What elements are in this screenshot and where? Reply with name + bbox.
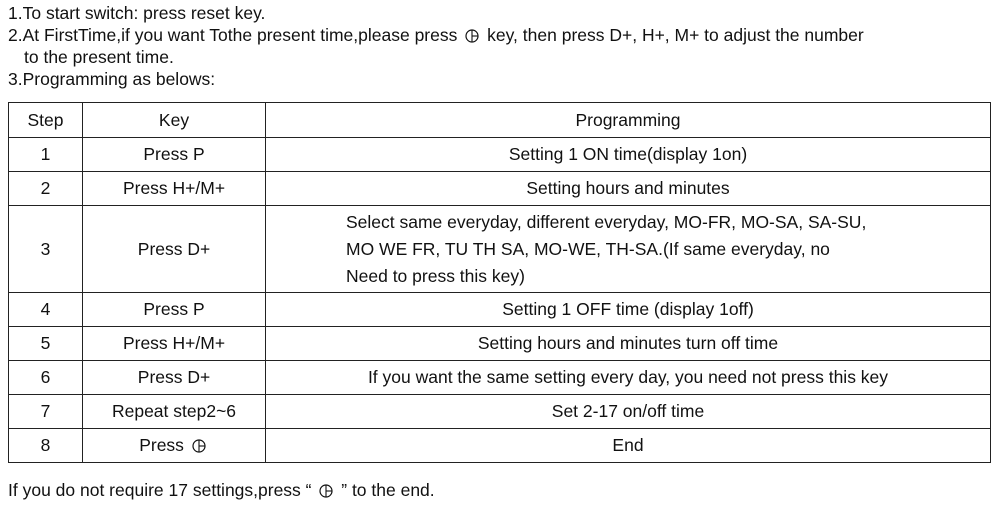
step-cell: 8 (9, 429, 83, 463)
table-header-row (9, 103, 991, 138)
table-row (9, 138, 991, 172)
programming-cell: End (266, 429, 991, 463)
table-row (9, 172, 991, 206)
programming-line: Select same everyday, different everyday, MO-FR, MO-SA, SA-SU, (346, 211, 867, 232)
step-cell: 3 (9, 206, 83, 293)
footer-text-b: ” to the end. (341, 480, 435, 500)
header-programming: Programming (266, 103, 991, 138)
clock-icon (192, 439, 206, 453)
key-cell: Press D+ (83, 206, 266, 293)
step-cell: 4 (9, 293, 83, 327)
step-cell: 1 (9, 138, 83, 172)
table-row (9, 429, 991, 463)
programming-cell: Set 2-17 on/off time (266, 395, 991, 429)
step-cell: 5 (9, 327, 83, 361)
step-cell: 6 (9, 361, 83, 395)
table-row (9, 361, 991, 395)
key-cell: Press P (83, 293, 266, 327)
programming-cell: If you want the same setting every day, you need not press this key (266, 361, 991, 395)
step-cell: 2 (9, 172, 83, 206)
footer-note (8, 480, 435, 501)
clock-icon (319, 484, 333, 498)
clock-icon (465, 29, 479, 43)
instruction-2 (8, 24, 993, 46)
programming-table (8, 102, 991, 463)
instruction-3: 3.Programming as belows: (8, 69, 216, 89)
table-row (9, 395, 991, 429)
table-row (9, 327, 991, 361)
programming-line: MO WE FR, TU TH SA, MO-WE, TH-SA.(If same everyday, no (346, 238, 830, 259)
key-cell (83, 429, 266, 463)
programming-cell: Setting 1 OFF time (display 1off) (266, 293, 991, 327)
table-row (9, 206, 991, 293)
programming-cell: Setting 1 ON time(display 1on) (266, 138, 991, 172)
table-row (9, 293, 991, 327)
programming-cell: Setting hours and minutes turn off time (266, 327, 991, 361)
instruction-2-text-a: 2.At FirstTime,if you want Tothe present time,please press (8, 25, 458, 45)
key-cell: Repeat step2~6 (83, 395, 266, 429)
step-cell: 7 (9, 395, 83, 429)
programming-cell: Setting hours and minutes (266, 172, 991, 206)
key-label: Press (139, 435, 184, 455)
instruction-1: 1.To start switch: press reset key. (8, 3, 266, 23)
programming-line: Need to press this key) (346, 265, 525, 286)
footer-text-a: If you do not require 17 settings,press “ (8, 480, 312, 500)
instruction-2-text-b: key, then press D+, H+, M+ to adjust the number (487, 25, 864, 45)
header-key: Key (83, 103, 266, 138)
key-cell: Press D+ (83, 361, 266, 395)
header-step: Step (9, 103, 83, 138)
key-cell: Press H+/M+ (83, 172, 266, 206)
key-cell: Press P (83, 138, 266, 172)
key-cell: Press H+/M+ (83, 327, 266, 361)
programming-cell (266, 206, 991, 293)
instructions (8, 2, 993, 90)
instruction-2-continued: to the present time. (24, 47, 174, 67)
